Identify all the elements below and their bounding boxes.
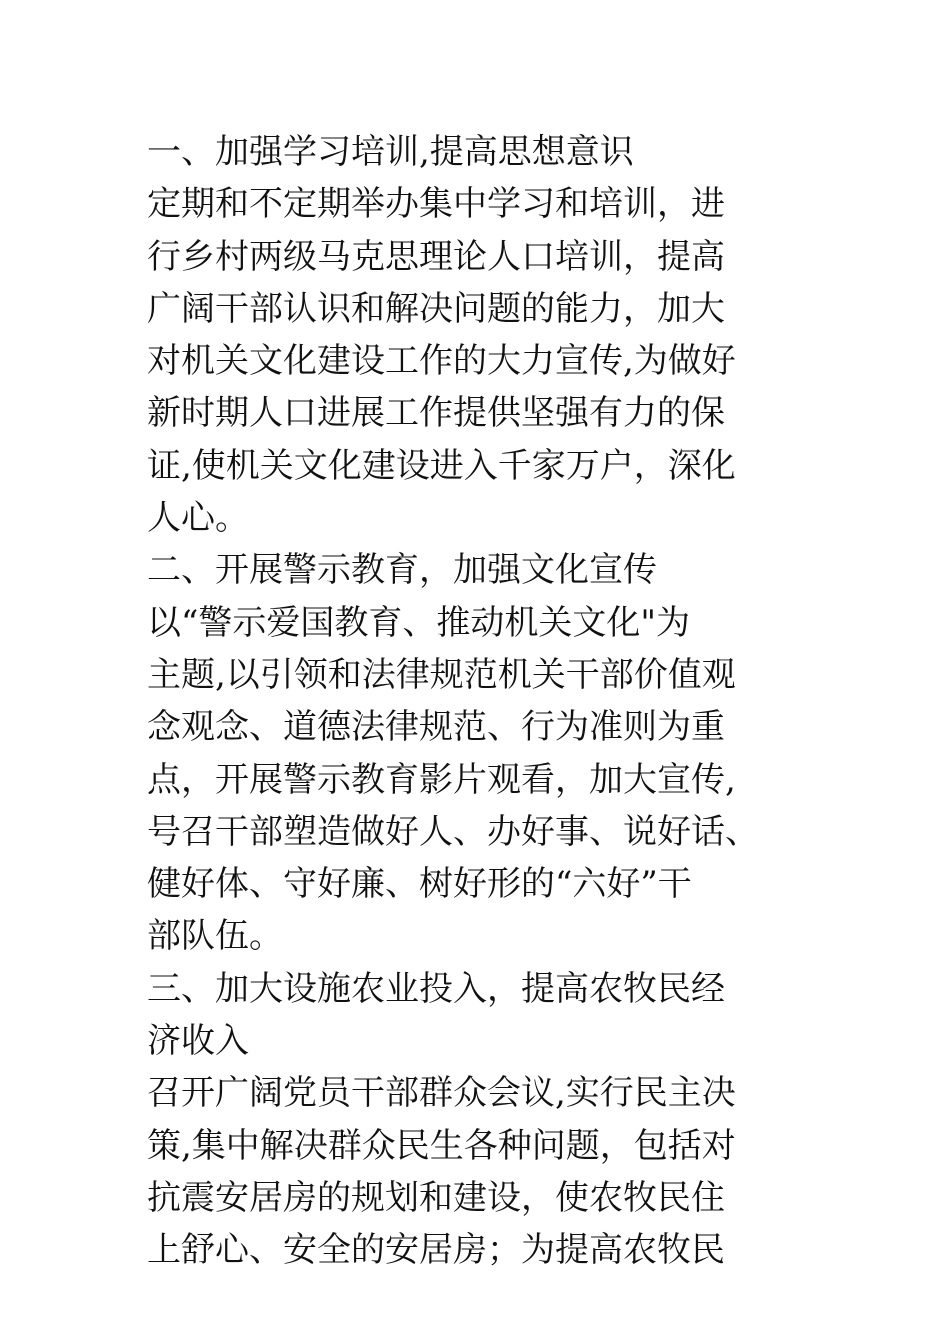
paragraph-1-line: 广阔干部认识和解决问题的能力，加大 xyxy=(147,288,725,329)
paragraph-1-line: 行乡村两级马克思理论人口培训，提高 xyxy=(147,236,725,277)
paragraph-2-line: 点，开展警示教育影片观看，加大宣传, xyxy=(147,759,736,800)
heading-3: 济收入 xyxy=(147,1021,249,1062)
paragraph-2-line: 以“警示爱国教育、推动机关文化"为 xyxy=(147,602,691,643)
paragraph-3-line: 抗震安居房的规划和建设，使农牧民住 xyxy=(147,1177,725,1218)
paragraph-1-line: 新时期人口进展工作提供坚强有力的保 xyxy=(147,393,725,434)
heading-2: 二、开展警示教育，加强文化宣传 xyxy=(147,550,657,591)
paragraph-3-line: 策,集中解决群众民生各种问题，包括对 xyxy=(147,1125,736,1166)
paragraph-1-line: 定期和不定期举办集中学习和培训，进 xyxy=(147,184,725,225)
paragraph-2-line: 念观念、道德法律规范、行为准则为重 xyxy=(147,707,725,748)
paragraph-2-line: 部队伍。 xyxy=(147,916,283,957)
document-body xyxy=(147,126,847,1277)
paragraph-2-line: 号召干部塑造做好人、办好事、说好话、 xyxy=(147,811,759,852)
paragraph-2-line: 主题,以引领和法律规范机关干部价值观 xyxy=(147,654,736,695)
paragraph-1-line: 证,使机关文化建设进入千家万户，深化 xyxy=(147,445,736,486)
heading-1: 一、加强学习培训,提高思想意识 xyxy=(147,132,634,172)
paragraph-3-line: 上舒心、安全的安居房；为提高农牧民 xyxy=(147,1230,725,1271)
paragraph-3-line: 召开广阔党员干部群众会议,实行民主决 xyxy=(147,1073,736,1114)
paragraph-1-line: 人心。 xyxy=(147,498,249,539)
paragraph-1-line: 对机关文化建设工作的大力宣传,为做好 xyxy=(147,341,736,382)
heading-3: 三、加大设施农业投入，提高农牧民经 xyxy=(147,968,725,1009)
paragraph-2-line: 健好体、守好廉、树好形的“六好”干 xyxy=(147,864,692,905)
